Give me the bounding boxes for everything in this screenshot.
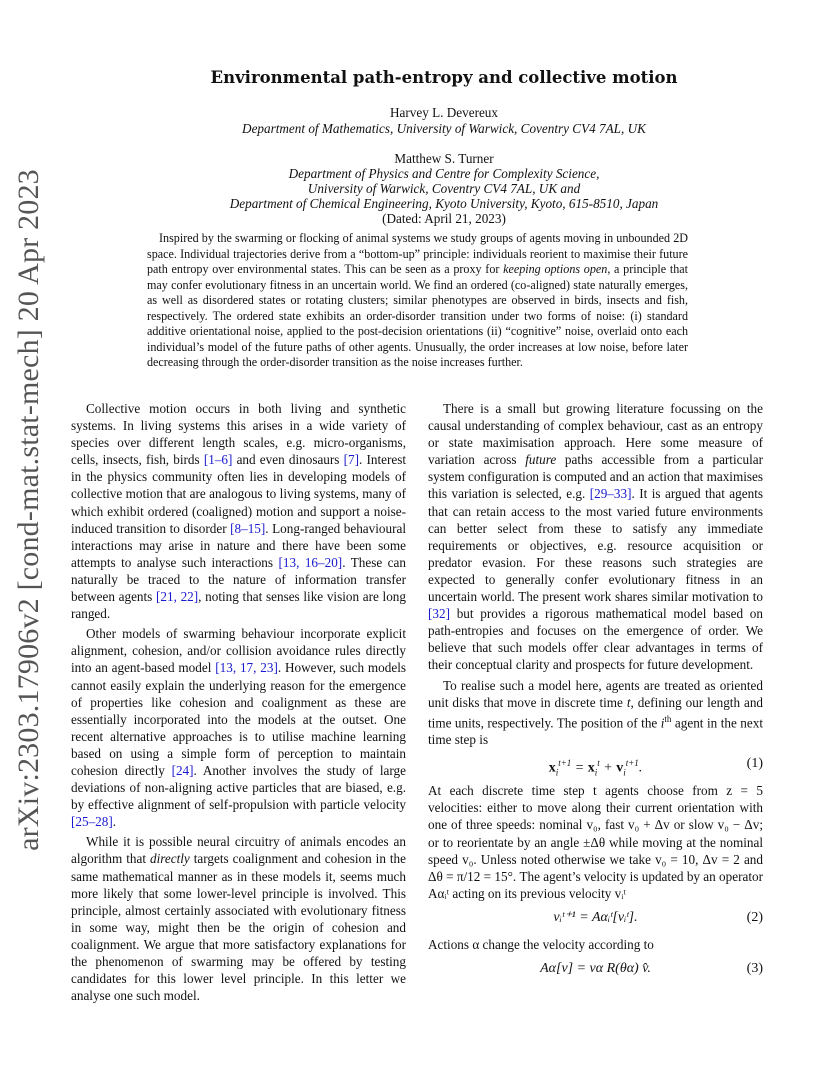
text: . <box>112 814 117 830</box>
eq-symbol: x <box>548 760 556 776</box>
emphasis: directly <box>150 851 190 867</box>
text: , noting that senses like vision are long ranged. <box>71 589 406 622</box>
author-2-affiliation-3: Department of Chemical Engineering, Kyoto University, Kyoto, 615-8510, Japan <box>229 196 659 211</box>
text: targets coalignment and cohesion in the same mathematical manner as in these models it, seems much more likely that some lower-level principle is involved. This principle, almost certainly associated with evolutionary fitness in some way, might then be the origin of cohesion and coalignment. We argue that more satisfactory explanations for the phenomenon of swarming may be offered by testing candidates for this lower level principle. In this letter we analyse one such model. <box>71 851 406 1004</box>
text: but provides a rigorous mathematical model based on path-entropies and focuses on the emergence of order. We believe that such models offer clear advantages in terms of their conceptual clarity and prospects for future development. <box>428 606 763 673</box>
eq-sub: i <box>555 767 559 778</box>
abstract <box>147 231 688 371</box>
citation-link[interactable]: [29–33] <box>589 486 632 502</box>
right-paragraph-2 <box>428 677 763 749</box>
text: paths accessible from a particular system configuration is computed and an action that maximises this variation is selected, e.g. <box>428 452 763 502</box>
equation-1-number: (1) <box>746 756 763 772</box>
text: While it is possible neural circuitry of animals encodes an algorithm that <box>71 834 406 867</box>
text: . It is argued that agents that can retain access to the most varied future environments can better select from these to satisfy any immediate requirements or objectives, e.g. resource acquisition or predator evasion. For these reasons such strategies are expected to generally confer evolutionary fitness in an uncertain world. The present work shares similar motivation to <box>428 486 763 605</box>
equation-1 <box>428 752 763 778</box>
eq-symbol: x <box>587 760 595 776</box>
author-2-affiliation-2: University of Warwick, Coventry CV4 7AL, UK and <box>307 181 581 196</box>
equation-3 <box>428 957 763 983</box>
eq-sub: i <box>623 767 626 778</box>
eq-sup: t <box>597 758 600 769</box>
left-paragraph-3 <box>71 833 406 1004</box>
math-variable: i <box>660 715 665 731</box>
paper-title: Environmental path-entropy and collective motion <box>210 68 678 87</box>
eq-symbol: v <box>616 760 624 776</box>
text: and even dinosaurs <box>232 452 344 468</box>
text: . These can naturally be traced to the nature of information transfer between agents <box>71 554 406 605</box>
abstract-text-b: , a principle that may confer evolutionary fitness in an uncertain world. We find an ordered (co-aligned) state naturally emerges, as well as disordered states or rotating clusters; similar phenotypes are observed in birds, insects and fish, respectively. The ordered state exhibits an order-disorder transition under two forms of noise: (i) standard additive orientational noise, applied to the post-decision orientations (ii) “cognitive” noise, overlaid onto each individual’s model of the future paths of other agents. Unusually, the order increases at low noise, before later decreasing through the order-disorder transition as the noise increases further. <box>147 262 688 369</box>
left-paragraph-2 <box>71 625 406 830</box>
eq-sub: i <box>594 767 598 778</box>
right-column <box>428 400 763 987</box>
arxiv-identifier-text: arXiv:2303.17906v2 [cond-mat.stat-mech] 20 Apr 2023 <box>12 169 45 851</box>
left-paragraph-1 <box>71 400 406 622</box>
arxiv-side-identifier <box>4 169 54 851</box>
citation-link[interactable]: [8–15] <box>230 520 266 536</box>
dated-line: (Dated: April 21, 2023) <box>382 211 506 226</box>
text: . Interest in the physics community often lies in developing models of collective motion that are analogous to living systems, many of which exhibit ordered (coaligned) motion and support a noise-induced transition to disorder <box>71 452 407 536</box>
author-1-name: Harvey L. Devereux <box>389 105 498 120</box>
abstract-emphasis: keeping options open <box>503 262 608 276</box>
superscript: th <box>664 713 672 724</box>
author-1-affiliation: Department of Mathematics, University of Warwick, Coventry CV4 7AL, UK <box>242 121 646 136</box>
citation-link[interactable]: [7] <box>343 452 359 468</box>
citation-link[interactable]: [1–6] <box>203 452 233 468</box>
text: . However, such models cannot easily explain the underlying reason for the emergence of properties like cohesion and coalignment as these are essentially incorporated into the models at the outset. One recent alternative approaches is to utilise machine learning based on using a simple form of perception to maintain cohesion directly <box>71 660 406 778</box>
text: To realise such a model here, agents are treated as oriented unit disks that move in discrete time <box>428 677 763 710</box>
text: There is a small but growing literature focussing on the causal understanding of complex behaviour, cast as an entropy or state maximisation approach. Here some measure of variation across <box>428 401 763 468</box>
citation-link[interactable]: [32] <box>428 606 450 622</box>
eq-sup: t+1 <box>625 758 639 769</box>
equation-3-body: Aα[v] = vα R(θα) v̂. <box>540 961 651 977</box>
right-paragraph-3: At each discrete time step t agents choose from z = 5 velocities: either to move along their current orientation with one of three speeds: nominal v₀, fast v₀ + Δv or slow v₀ − Δv; or to reorientate by an angle ±Δθ while moving at the nominal speed v₀. Unless noted otherwise we take v₀ = 10, Δv = 2 and Δθ = π/12 = 15°. The agent’s velocity is updated by an operator Aαᵢᵗ acting on its previous velocity vᵢᵗ <box>428 783 763 901</box>
left-column <box>71 400 406 1004</box>
equation-2-number: (2) <box>746 909 763 925</box>
equation-2-body: vᵢᵗ⁺¹ = Aαᵢᵗ[vᵢᵗ]. <box>553 909 638 925</box>
equation-1-body: $x_i^{t+1} = x_i^t + v_i^{t+1}$. <box>548 758 643 778</box>
citation-link[interactable]: [24] <box>171 762 194 778</box>
emphasis: future <box>525 452 557 468</box>
citation-link[interactable]: [21, 22] <box>156 589 199 605</box>
citation-link[interactable]: [25–28] <box>71 814 113 830</box>
author-2-affiliation-1: Department of Physics and Centre for Complexity Science, <box>288 166 600 181</box>
right-paragraph-4: Actions α change the velocity according to <box>428 936 654 952</box>
citation-link[interactable]: [13, 16–20] <box>278 554 343 570</box>
equation-2 <box>428 906 763 932</box>
equation-3-number: (3) <box>746 961 763 977</box>
citation-link[interactable]: [13, 17, 23] <box>215 660 278 676</box>
text: , defining our length and time units, respectively. The position of the <box>428 694 764 731</box>
eq-sup: t+1 <box>558 758 572 769</box>
abstract-text-a: Inspired by the swarming or flocking of animal systems we study groups of agents moving in unbounded 2D space. Individual trajectories derive from a “bottom-up” principle: individuals reorient to maximise their future path entropy over environmental states. This can be seen as a proxy for <box>147 231 688 276</box>
right-paragraph-1 <box>428 400 763 674</box>
text: agent in the next time step is <box>428 715 763 748</box>
text: . Another involves the study of large deviations of non-aligning active particles that are biased, e.g. by effective alignment of self-propulsion with particle velocity <box>71 762 407 813</box>
text: Other models of swarming behaviour incorporate explicit alignment, cohesion, and/or collision avoidance rules directly into an agent-based model <box>71 626 406 676</box>
text: Collective motion occurs in both living and synthetic systems. In living systems this arises in a wide variety of species over different length scales, e.g. micro-organisms, cells, insects, fish, birds <box>71 401 406 468</box>
text: . Long-ranged behavioural interactions may arise in nature and there have been some attempts to analyse such interactions <box>71 520 406 570</box>
math-variable: t <box>626 694 631 710</box>
author-2-name: Matthew S. Turner <box>394 151 494 166</box>
